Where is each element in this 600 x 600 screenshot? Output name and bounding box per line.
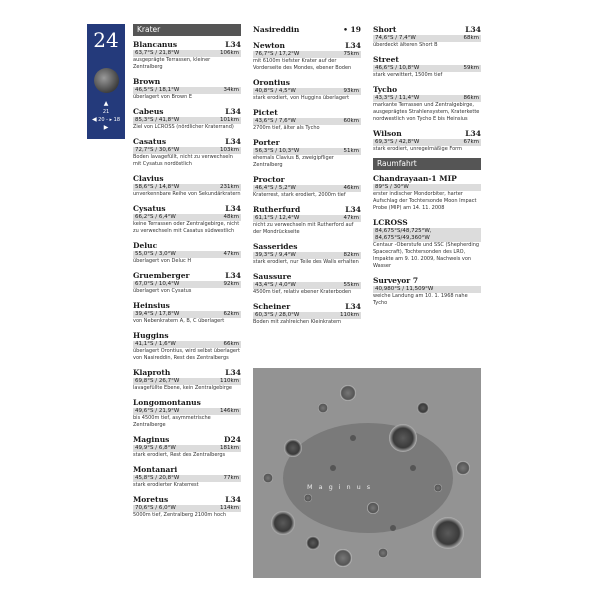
entry-coords-bar: [373, 95, 481, 102]
entry-header: [133, 203, 241, 214]
entry-size: 181km: [219, 445, 239, 451]
entry-size: 231km: [219, 184, 239, 190]
entry-header: [133, 494, 241, 505]
crater-entry: [253, 107, 361, 132]
entry-description: stark erodierter Kraterrest: [133, 482, 199, 488]
entry-description: stark verwittert, 1500m tief: [373, 72, 443, 78]
chapter-tab: [87, 24, 125, 139]
entry-coords: 39,3°S / 9,4°W: [255, 252, 296, 258]
entry-description: stark erodiert, von Huggins überlagert: [253, 95, 350, 101]
entry-name: Chandrayaan-1 MIP: [373, 174, 457, 183]
crater-entry: [133, 270, 241, 295]
section-header-krater: Krater: [133, 24, 241, 36]
entry-header: [253, 137, 361, 148]
nav-right-arrow-icon[interactable]: ▶: [103, 124, 109, 131]
crater-entry: [253, 241, 361, 266]
entry-name: Klaproth: [133, 368, 171, 377]
nav-up-number[interactable]: 21: [102, 109, 110, 115]
moon-surface-photo: [253, 368, 481, 578]
entry-coords-bar: [373, 228, 481, 242]
crater-entry: [133, 494, 241, 519]
entry-name: Street: [373, 55, 399, 64]
entry-name: Porter: [253, 138, 280, 147]
entry-map-ref: L34: [345, 41, 361, 50]
moon-thumbnail-icon: [94, 68, 119, 93]
entry-header: [133, 39, 241, 50]
entry-header: [133, 434, 241, 445]
crater-entry: [133, 39, 241, 71]
entry-size: 51km: [343, 148, 359, 154]
crater-entry: [253, 40, 361, 72]
entry-description: überlagert von Brown E: [133, 94, 193, 100]
entry-name: Newton: [253, 41, 286, 50]
entry-coords: 67,0°S / 10,4°W: [135, 281, 180, 287]
entry-size: 77km: [223, 475, 239, 481]
entry-coords: 74,6°S / 7,4°W: [375, 35, 416, 41]
entry-coords-bar: [253, 148, 361, 155]
entry-map-ref: L34: [225, 137, 241, 146]
crater-entry: [253, 204, 361, 236]
entry-description: überlagert von Cysatus: [133, 288, 192, 294]
entry-size: 62km: [223, 311, 239, 317]
entry-coords: 60,3°S / 28,0°W: [255, 312, 300, 318]
entry-name: Huggins: [133, 331, 169, 340]
entry-header: [133, 464, 241, 475]
crater-entry: [373, 217, 481, 270]
entry-name: Maginus: [133, 435, 170, 444]
crater-entry: [133, 367, 241, 392]
entry-description: Ziel von LCROSS (nördlicher Kraterrand): [133, 124, 234, 130]
chapter-number: 24: [93, 28, 119, 52]
entry-name: Deluc: [133, 241, 158, 250]
entry-coords: 76,7°S / 17,2°W: [255, 51, 300, 57]
entry-name: Gruemberger: [133, 271, 190, 280]
entry-name: Nasireddin: [253, 25, 300, 34]
entry-size: 68km: [463, 35, 479, 41]
column-2: [253, 24, 361, 331]
entry-coords-bar: [373, 286, 481, 293]
entry-coords: 72,7°S / 30,6°W: [135, 147, 180, 153]
entry-name: Rutherfurd: [253, 205, 301, 214]
entry-size: 82km: [343, 252, 359, 258]
entry-coords-bar: [133, 50, 241, 57]
nav-next-number[interactable]: 18: [113, 117, 121, 123]
entry-size: 110km: [219, 378, 239, 384]
entry-name: Montanari: [133, 465, 178, 474]
crater-entry: [373, 128, 481, 153]
entry-coords: 61,1°S / 12,4°W: [255, 215, 300, 221]
entry-header: [373, 54, 481, 65]
entry-name: Wilson: [373, 129, 402, 138]
entry-size: 55km: [343, 282, 359, 288]
entry-description: Kraterrest, stark erodiert, 2000m tief: [253, 192, 346, 198]
nav-separator: -: [106, 117, 108, 123]
entry-name: Saussure: [253, 272, 292, 281]
entry-description: 5000m tief, Zentralberg 2100m hoch: [133, 512, 227, 518]
entry-description: erster indischer Mondorbiter, harter Aufschlag der Tochtersonde Moon Impact Probe (MIP) am 14. 11. 2008: [373, 191, 477, 211]
entry-map-ref: L34: [225, 40, 241, 49]
entry-description: nicht zu verwechseln mit Rutherford auf der Mondrückseite: [253, 222, 354, 235]
entry-description: stark erodiert, Rest des Zentralbergs: [133, 452, 226, 458]
entry-coords-bar: [253, 185, 361, 192]
entry-description: 4500m tief, relativ ebener Kraterboden: [253, 289, 352, 295]
photo-crater-label: Maginus: [307, 483, 377, 491]
crater-entry: [253, 301, 361, 326]
entry-header: [373, 275, 481, 286]
entry-coords-bar: [133, 445, 241, 452]
entry-coords: 40,980°S / 11,509°W: [375, 286, 434, 292]
entry-coords-bar: [373, 184, 481, 191]
entry-size: 114km: [219, 505, 239, 511]
entry-header: [133, 367, 241, 378]
entry-name: Blancanus: [133, 40, 178, 49]
entry-coords: 84,675°S/48,725°W, 84,675°S/49,360°W: [375, 228, 432, 241]
entry-name: Proctor: [253, 175, 285, 184]
entry-header: [253, 174, 361, 185]
entry-description: markante Terrassen und Zentralgebirge, ausgeprägtes Strahlensystem, Kraterkette nordwestlich von Tycho E bis Heinsius: [373, 102, 480, 122]
entry-coords-bar: [133, 475, 241, 482]
entry-name: Cabeus: [133, 107, 164, 116]
entry-description: unverkennbare Reihe von Sekundärkratern: [133, 191, 241, 197]
entry-coords-bar: [373, 139, 481, 146]
entry-map-ref: L34: [465, 129, 481, 138]
entry-header: [133, 397, 241, 408]
entry-description: von Nebenkratern A, B, C überlagert: [133, 318, 225, 324]
entry-coords: 49,9°S / 6,8°W: [135, 445, 176, 451]
entry-header: [133, 330, 241, 341]
crater-entry: [133, 464, 241, 489]
entry-coords-bar: [253, 51, 361, 58]
entry-header: [373, 24, 481, 35]
column-3: [373, 24, 481, 312]
entry-coords: 40,8°S / 4,5°W: [255, 88, 296, 94]
entry-size: 59km: [463, 65, 479, 71]
entry-coords-bar: [133, 117, 241, 124]
entry-size: 47km: [223, 251, 239, 257]
entry-coords: 45,8°S / 20,8°W: [135, 475, 180, 481]
entry-coords: 46,4°S / 5,2°W: [255, 185, 296, 191]
entry-header: [133, 106, 241, 117]
crater-entry: [133, 434, 241, 459]
entry-map-ref: D24: [224, 435, 241, 444]
entry-coords-bar: [133, 214, 241, 221]
entry-coords-bar: [133, 147, 241, 154]
entry-description: Boden lavagefüllt, nicht zu verwechseln mit Cysatus nordöstlich: [133, 154, 233, 167]
entry-coords: 43,4°S / 4,0°W: [255, 282, 296, 288]
crater-entry: [133, 173, 241, 198]
entry-coords: 63,7°S / 21,8°W: [135, 50, 180, 56]
crater-entry: [133, 240, 241, 265]
entry-description: keine Terrassen oder Zentralgebirge, nicht zu verwechseln mit Casatus südwestlich: [133, 221, 240, 234]
nav-left-arrow-icon[interactable]: ◀: [91, 116, 97, 123]
nav-up-arrow-icon[interactable]: ▲: [103, 100, 109, 107]
entry-size: 103km: [219, 147, 239, 153]
entry-header: [253, 241, 361, 252]
entry-map-ref: L34: [225, 204, 241, 213]
entry-description: ehemals Clavius B, zweigipfliger Zentralberg: [253, 155, 334, 168]
entry-coords-bar: [133, 87, 241, 94]
entry-coords-bar: [133, 378, 241, 385]
entry-coords: 43,3°S / 11,4°W: [375, 95, 420, 101]
entry-size: 75km: [343, 51, 359, 57]
entry-name: Sasserides: [253, 242, 298, 251]
entry-coords-bar: [133, 408, 241, 415]
crater-entry: [133, 76, 241, 101]
nav-right-arrow-icon: ▸: [109, 117, 113, 123]
entry-name: Longomontanus: [133, 398, 201, 407]
entry-header: [133, 76, 241, 87]
entry-header: [133, 300, 241, 311]
entry-map-ref: L34: [225, 368, 241, 377]
entry-header: [133, 173, 241, 184]
crater-entry: [253, 174, 361, 199]
entry-header: [133, 136, 241, 147]
column-1: [133, 24, 241, 524]
entry-description: weiche Landung am 10. 1. 1968 nahe Tycho: [373, 293, 468, 306]
entry-header: [253, 301, 361, 312]
entry-name: Moretus: [133, 495, 169, 504]
entry-size: 66km: [223, 341, 239, 347]
entry-description: bis 4500m tief, asymmetrische Zentralberge: [133, 415, 211, 428]
crater-entry: [133, 136, 241, 168]
entry-coords-bar: [133, 281, 241, 288]
entry-coords: 89°S / 30°W: [375, 184, 409, 190]
moon-surface-image: [253, 368, 481, 578]
entry-name: Scheiner: [253, 302, 291, 311]
entry-coords: 41,1°S / 1,6°W: [135, 341, 176, 347]
entry-name: Clavius: [133, 174, 164, 183]
entry-coords-bar: [253, 118, 361, 125]
crater-entry: [133, 330, 241, 362]
entry-coords-bar: [253, 312, 361, 319]
entry-name: Casatus: [133, 137, 167, 146]
entry-coords: 43,6°S / 7,6°W: [255, 118, 296, 124]
entry-map-ref: L34: [345, 302, 361, 311]
entry-coords-bar: [253, 88, 361, 95]
crater-entry: [253, 137, 361, 169]
entry-coords: 39,4°S / 17,8°W: [135, 311, 180, 317]
entry-coords: 69,8°S / 26,7°W: [135, 378, 180, 384]
entry-size: 146km: [219, 408, 239, 414]
entry-description: Boden mit zahlreichen Kleinkratern: [253, 319, 342, 325]
section-header-raumfahrt: Raumfahrt: [373, 158, 481, 170]
crater-entry: [373, 275, 481, 307]
entry-name: Short: [373, 25, 397, 34]
entry-coords-bar: [253, 282, 361, 289]
entry-name: Tycho: [373, 85, 398, 94]
entry-map-ref: L34: [225, 271, 241, 280]
entry-description: überlagert Orontius, wird selbst überlagert von Nasireddin, Rest des Zentralbergs: [133, 348, 240, 361]
crater-entry: [133, 300, 241, 325]
entry-header: [133, 270, 241, 281]
entry-coords: 70,6°S / 6,0°W: [135, 505, 176, 511]
entry-coords: 56,3°S / 10,3°W: [255, 148, 300, 154]
crater-entry: [133, 203, 241, 235]
entry-header: [253, 40, 361, 51]
entry-description: überlagert von Deluc H: [133, 258, 192, 264]
entry-name: Pictet: [253, 108, 278, 117]
entry-coords-bar: [133, 184, 241, 191]
entry-size: 106km: [219, 50, 239, 56]
entry-coords: 46,5°S / 18,1°W: [135, 87, 180, 93]
crater-entry: [373, 54, 481, 79]
entry-size: 48km: [223, 214, 239, 220]
entry-header: [373, 217, 481, 228]
entry-coords-bar: [373, 35, 481, 42]
entry-coords-bar: [133, 341, 241, 348]
entry-coords-bar: [373, 65, 481, 72]
entry-coords: 66,2°S / 6,4°W: [135, 214, 176, 220]
entry-name: Orontius: [253, 78, 290, 87]
entry-description: überdeckt älteren Short B: [373, 42, 438, 48]
entry-coords: 69,3°S / 42,8°W: [375, 139, 420, 145]
entry-header: [253, 24, 361, 35]
entry-name: Brown: [133, 77, 161, 86]
entry-map-ref: • 19: [343, 25, 361, 34]
crater-entry: [253, 24, 361, 35]
entry-coords: 85,3°S / 41,8°W: [135, 117, 180, 123]
entry-description: lavagefüllte Ebene, kein Zentralgebirge: [133, 385, 233, 391]
entry-header: [253, 107, 361, 118]
entry-map-ref: L34: [465, 25, 481, 34]
entry-size: 101km: [219, 117, 239, 123]
entry-header: [253, 271, 361, 282]
entry-name: LCROSS: [373, 218, 408, 227]
entry-coords-bar: [133, 505, 241, 512]
crater-entry: [373, 173, 481, 212]
entry-size: 86km: [463, 95, 479, 101]
nav-prev-number[interactable]: 20: [98, 117, 105, 123]
entry-header: [133, 240, 241, 251]
entry-size: 47km: [343, 215, 359, 221]
crater-entry: [253, 271, 361, 296]
entry-size: 93km: [343, 88, 359, 94]
entry-description: Centaur -Oberstufe und SSC (Shepherding Spacecraft), Tochtersonden des LRO, Impakte am 9. 10. 2009, Nachweis von Wasser: [373, 242, 480, 269]
entry-size: 60km: [343, 118, 359, 124]
entry-coords-bar: [133, 251, 241, 258]
chapter-navigation: [89, 100, 123, 132]
entry-coords-bar: [253, 215, 361, 222]
entry-description: 2700m tief, älter als Tycho: [253, 125, 320, 131]
entry-description: ausgeprägte Terrassen, kleiner Zentralberg: [133, 57, 211, 70]
entry-size: 67km: [463, 139, 479, 145]
entry-coords: 46,6°S / 10,8°W: [375, 65, 420, 71]
entry-coords-bar: [253, 252, 361, 259]
entry-size: 110km: [339, 312, 359, 318]
entry-map-ref: L34: [225, 495, 241, 504]
entry-coords: 58,6°S / 14,8°W: [135, 184, 180, 190]
entry-description: mit 6100m tiefster Krater auf der Vorderseite des Mondes, ebener Boden: [253, 58, 352, 71]
entry-coords: 55,0°S / 3,0°W: [135, 251, 176, 257]
entry-header: [253, 204, 361, 215]
crater-entry: [133, 397, 241, 429]
entry-description: stark erodiert, nur Teile des Walls erhalten: [253, 259, 359, 265]
entry-map-ref: L34: [225, 107, 241, 116]
crater-entry: [373, 84, 481, 123]
entry-coords-bar: [133, 311, 241, 318]
crater-entry: [253, 77, 361, 102]
entry-size: 46km: [343, 185, 359, 191]
entry-name: Cysatus: [133, 204, 166, 213]
entry-description: stark erodiert, unregelmäßige Form: [373, 146, 462, 152]
entry-header: [253, 77, 361, 88]
entry-map-ref: L34: [345, 205, 361, 214]
entry-header: [373, 173, 481, 184]
entry-name: Heinsius: [133, 301, 170, 310]
atlas-page: [87, 24, 481, 580]
entry-header: [373, 84, 481, 95]
entry-size: 92km: [223, 281, 239, 287]
entry-name: Surveyor 7: [373, 276, 419, 285]
entry-coords: 49,6°S / 21,9°W: [135, 408, 180, 414]
entry-header: [373, 128, 481, 139]
entry-size: 34km: [223, 87, 239, 93]
crater-entry: [373, 24, 481, 49]
crater-entry: [133, 106, 241, 131]
